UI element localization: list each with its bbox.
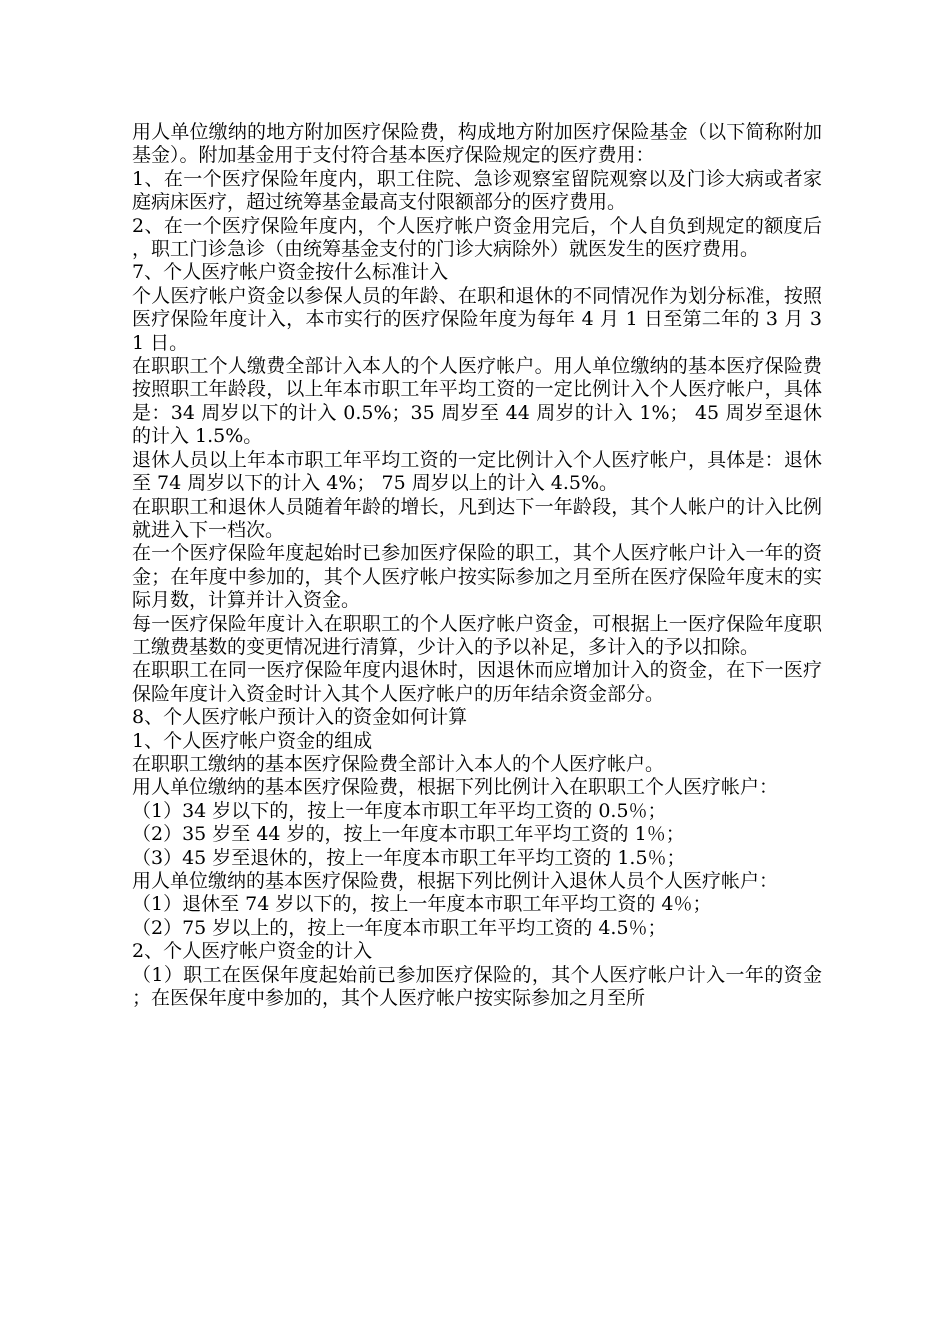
list-item: （3）45 岁至退休的，按上一年度本市职工年平均工资的 1.5％； xyxy=(132,846,686,869)
paragraph: 用人单位缴纳的基本医疗保险费，根据下列比例计入在职职工个人医疗帐户： xyxy=(132,776,779,799)
paragraph-intro: 用人单位缴纳的地方附加医疗保险费，构成地方附加医疗保险基金（以下简称附加基金）。附加基金用于支付符合基本医疗保险规定的医疗费用： xyxy=(132,121,822,167)
paragraph: 个人医疗帐户资金以参保人员的年龄、在职和退休的不同情况作为划分标准，按照医疗保险年度计入，本市实行的医疗保险年度为每年 4 月 1 日至第二年的 3 月 31 日。 xyxy=(132,284,822,354)
paragraph: 在职职工在同一医疗保险年度内退休时，因退休而应增加计入的资金，在下一医疗保险年度计入资金时计入其个人医疗帐户的历年结余资金部分。 xyxy=(132,659,822,705)
section-heading-8: 8、个人医疗帐户预计入的资金如何计算 xyxy=(132,706,468,729)
document-body xyxy=(132,121,822,1010)
paragraph: （1）职工在医保年度起始前已参加医疗保险的，其个人医疗帐户计入一年的资金；在医保年度中参加的，其个人医疗帐户按实际参加之月至所 xyxy=(132,963,822,1010)
paragraph: 每一医疗保险年度计入在职职工的个人医疗帐户资金，可根据上一医疗保险年度职工缴费基数的变更情况进行清算，少计入的予以补足，多计入的予以扣除。 xyxy=(132,612,822,658)
list-item: （1）34 岁以下的，按上一年度本市职工年平均工资的 0.5％； xyxy=(132,799,667,822)
subsection-heading: 1、个人医疗帐户资金的组成 xyxy=(132,729,373,752)
list-item: （2）75 岁以上的，按上一年度本市职工年平均工资的 4.5％； xyxy=(132,916,667,939)
paragraph: 在职职工和退休人员随着年龄的增长，凡到达下一年龄段，其个人帐户的计入比例就进入下一档次。 xyxy=(132,495,822,541)
paragraph-item-1: 1、在一个医疗保险年度内，职工住院、急诊观察室留院观察以及门诊大病或者家庭病床医疗，超过统筹基金最高支付限额部分的医疗费用。 xyxy=(132,167,822,214)
paragraph: 用人单位缴纳的基本医疗保险费，根据下列比例计入退休人员个人医疗帐户： xyxy=(132,870,779,892)
subsection-heading: 2、个人医疗帐户资金的计入 xyxy=(132,940,373,963)
list-item: （1）退休至 74 岁以下的，按上一年度本市职工年平均工资的 4％； xyxy=(132,893,712,916)
paragraph: 退休人员以上年本市职工年平均工资的一定比例计入个人医疗帐户，具体是：退休至 74 周岁以下的计入 4%； 75 周岁以上的计入 4.5%。 xyxy=(132,448,822,495)
list-item: （2）35 岁至 44 岁的，按上一年度本市职工年平均工资的 1％； xyxy=(132,823,685,846)
section-heading-7: 7、个人医疗帐户资金按什么标准计入 xyxy=(132,261,449,284)
paragraph: 在一个医疗保险年度起始时已参加医疗保险的职工，其个人医疗帐户计入一年的资金；在年度中参加的，其个人医疗帐户按实际参加之月至所在医疗保险年度末的实际月数，计算并计入资金。 xyxy=(132,542,822,612)
paragraph: 在职职工缴纳的基本医疗保险费全部计入本人的个人医疗帐户。 xyxy=(132,752,665,775)
paragraph-item-2: 2、在一个医疗保险年度内，个人医疗帐户资金用完后，个人自负到规定的额度后，职工门诊急诊（由统筹基金支付的门诊大病除外）就医发生的医疗费用。 xyxy=(132,214,822,261)
paragraph: 在职职工个人缴费全部计入本人的个人医疗帐户。用人单位缴纳的基本医疗保险费按照职工年龄段，以上年本市职工年平均工资的一定比例计入个人医疗帐户，具体是：34 周岁以下的计入 0.5%；35 周岁至 44 周岁的计入 1%； 45 周岁至退休的计入 1.5%。 xyxy=(132,355,822,448)
